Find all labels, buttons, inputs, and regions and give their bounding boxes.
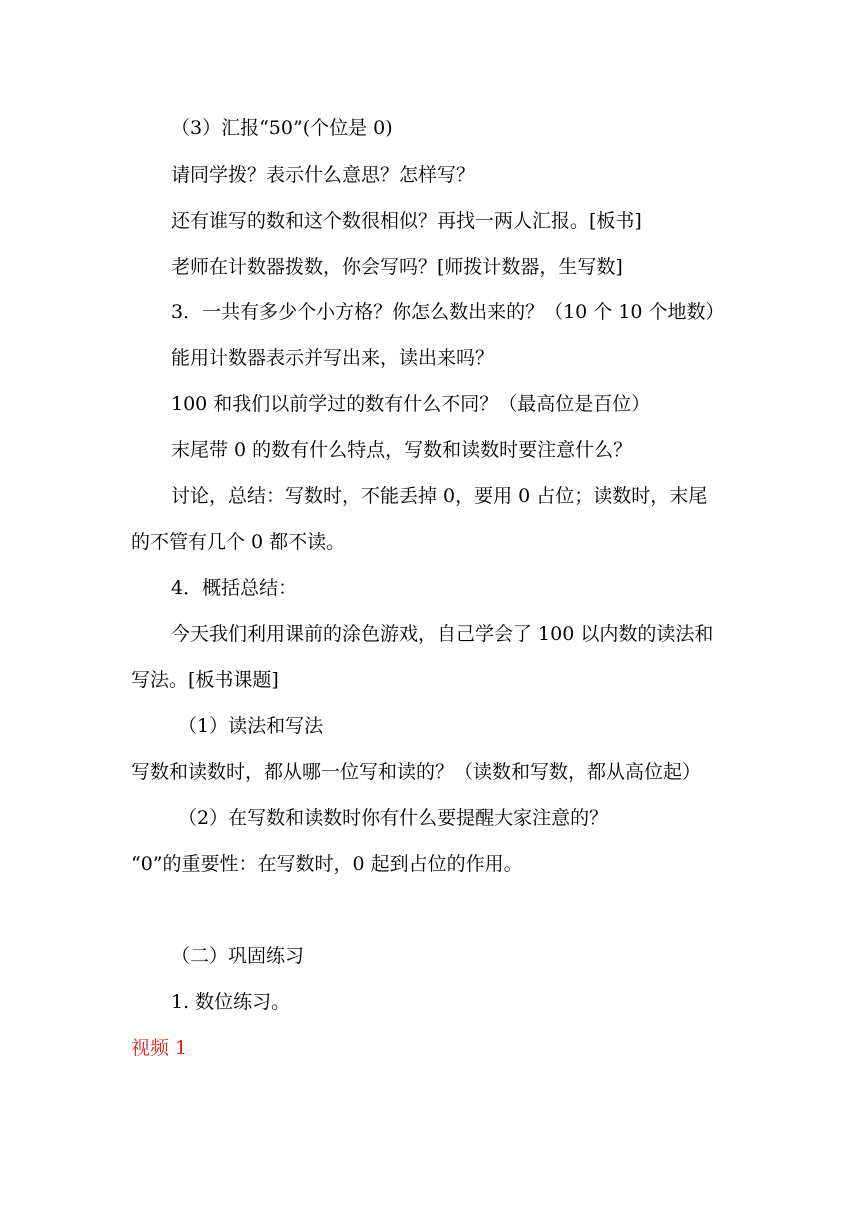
paragraph-discussion-summary: 讨论，总结：写数时，不能丢掉 0，要用 0 占位；读数时，末尾 — [171, 485, 708, 507]
paragraph-question-meaning: 请同学拨？表示什么意思？怎样写？ — [171, 164, 476, 186]
subheading-read-write: （1）读法和写法 — [178, 715, 324, 737]
heading-summary: 4．概括总结： — [171, 577, 298, 599]
paragraph-similar-number: 还有谁写的数和这个数很相似？再找一两人汇报。[板书] — [171, 210, 642, 232]
paragraph-read-write-order: 写数和读数时，都从哪一位写和读的？（读数和写数，都从高位起） — [131, 761, 702, 783]
paragraph-zero-importance: “0”的重要性：在写数时，0 起到占位的作用。 — [131, 853, 523, 875]
paragraph-today-learned-cont: 写法。[板书课题] — [131, 669, 279, 691]
item-place-value-practice: 1. 数位练习。 — [171, 991, 291, 1013]
paragraph-counter-represent: 能用计数器表示并写出来，读出来吗？ — [171, 347, 495, 369]
paragraph-squares-count: 3．一共有多少个小方格？你怎么数出来的？（10 个 10 个地数） — [171, 301, 725, 323]
paragraph-trailing-zero: 末尾带 0 的数有什么特点，写数和读数时要注意什么？ — [171, 439, 633, 461]
subheading-reminder: （2）在写数和读数时你有什么要提醒大家注意的？ — [178, 807, 609, 829]
video-link[interactable]: 视频 1 — [131, 1037, 188, 1059]
paragraph-today-learned: 今天我们利用课前的涂色游戏，自己学会了 100 以内数的读法和 — [171, 623, 714, 645]
paragraph-discussion-summary-cont: 的不管有几个 0 都不读。 — [131, 531, 346, 553]
paragraph-hundred-difference: 100 和我们以前学过的数有什么不同？（最高位是百位） — [171, 393, 651, 415]
paragraph-counter-write: 老师在计数器拨数，你会写吗？[师拨计数器，生写数] — [171, 256, 623, 278]
heading-consolidation-practice: （二）巩固练习 — [171, 945, 305, 967]
paragraph-report-50: （3）汇报“50”(个位是 0) — [171, 117, 393, 139]
